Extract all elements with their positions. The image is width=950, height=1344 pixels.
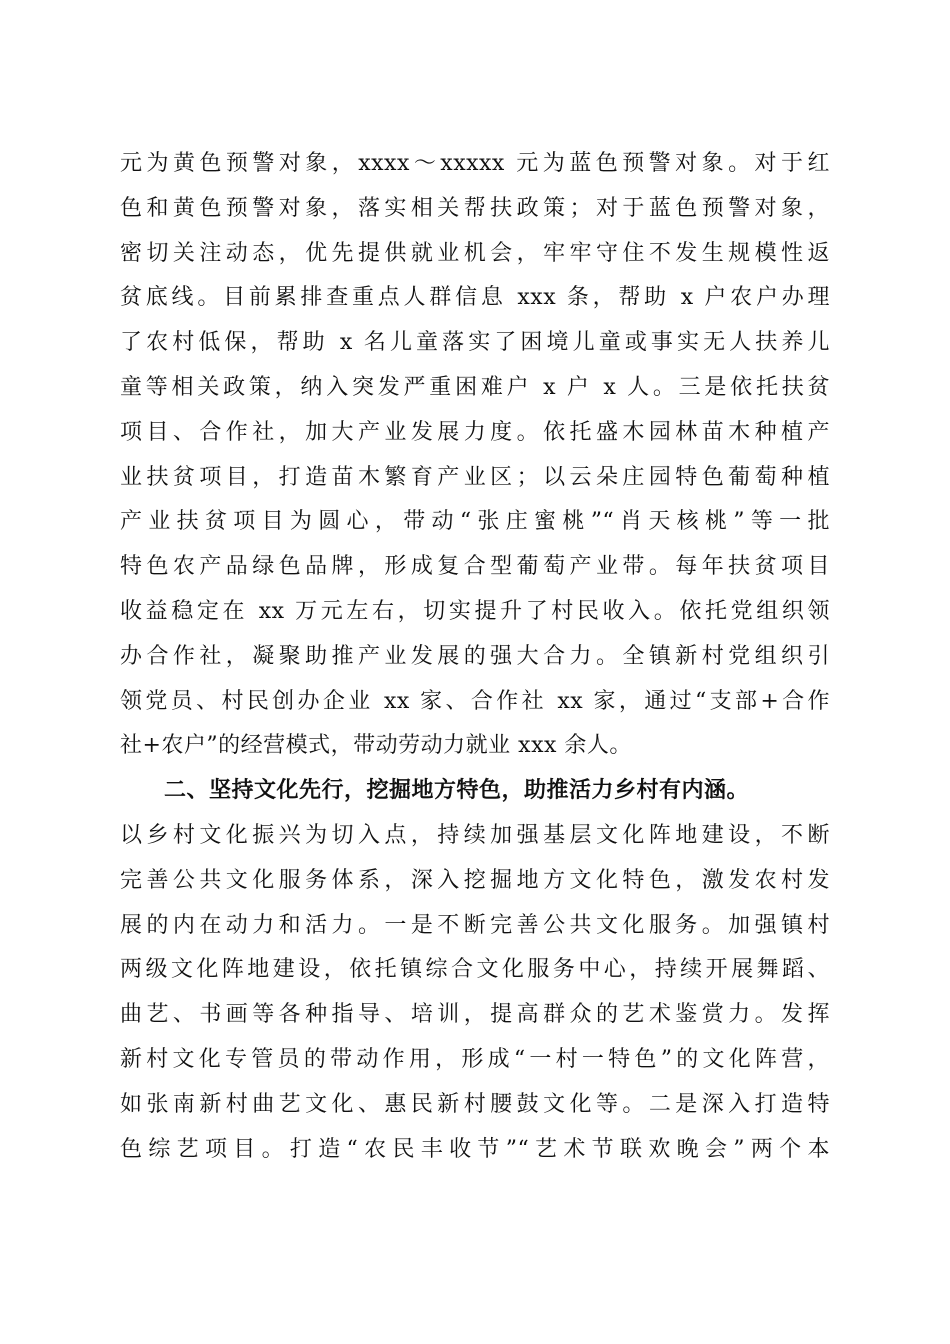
text-line: 收益稳定在 xx 万元左右，切实提升了村民收入。依托党组织领 (120, 598, 830, 624)
text-line: 色和黄色预警对象，落实相关帮扶政策；对于蓝色预警对象， (120, 195, 830, 221)
paragraph-2 (120, 814, 830, 1172)
section-heading: 二、坚持文化先行，挖掘地方特色，助推活力乡村有内涵。 (164, 778, 750, 804)
text-line: 领党员、村民创办企业 xx 家、合作社 xx 家，通过“支部+合作 (120, 688, 830, 714)
text-line: 产业扶贫项目为圆心，带动“张庄蜜桃”“肖天核桃”等一批 (120, 509, 830, 535)
text-line: 密切关注动态，优先提供就业机会，牢牢守住不发生规模性返 (120, 240, 830, 266)
text-line: 展的内在动力和活力。一是不断完善公共文化服务。加强镇村 (120, 912, 830, 938)
document-body (120, 142, 830, 1172)
paragraph-1 (120, 142, 830, 769)
text-line: 完善公共文化服务体系，深入挖掘地方文化特色，激发农村发 (120, 867, 830, 893)
text-line: 新村文化专管员的带动作用，形成“一村一特色”的文化阵营， (120, 1046, 830, 1072)
text-line: 了农村低保，帮助 x 名儿童落实了困境儿童或事实无人扶养儿 (120, 330, 830, 356)
text-line: 以乡村文化振兴为切入点，持续加强基层文化阵地建设，不断 (120, 822, 830, 848)
text-line: 业扶贫项目，打造苗木繁育产业区；以云朵庄园特色葡萄种植 (120, 464, 830, 490)
text-line: 社+农户”的经营模式，带动劳动力就业 xxx 余人。 (120, 733, 632, 759)
text-line: 特色农产品绿色品牌，形成复合型葡萄产业带。每年扶贫项目 (120, 554, 830, 580)
text-line: 如张南新村曲艺文化、惠民新村腰鼓文化等。二是深入打造特 (120, 1091, 830, 1117)
text-line: 办合作社，凝聚助推产业发展的强大合力。全镇新村党组织引 (120, 643, 830, 669)
text-line: 元为黄色预警对象，xxxx～xxxxx 元为蓝色预警对象。对于红 (120, 151, 830, 176)
text-line: 项目、合作社，加大产业发展力度。依托盛木园林苗木种植产 (120, 419, 830, 445)
text-line: 色综艺项目。打造“农民丰收节”“艺术节联欢晚会”两个本 (120, 1136, 830, 1162)
text-line: 童等相关政策，纳入突发严重困难户 x 户 x 人。三是依托扶贫 (120, 374, 830, 400)
text-line: 两级文化阵地建设，依托镇综合文化服务中心，持续开展舞蹈、 (120, 957, 830, 983)
text-line: 贫底线。目前累排查重点人群信息 xxx 条，帮助 x 户农户办理 (120, 285, 830, 311)
text-line: 曲艺、书画等各种指导、培训，提高群众的艺术鉴赏力。发挥 (120, 1002, 830, 1028)
